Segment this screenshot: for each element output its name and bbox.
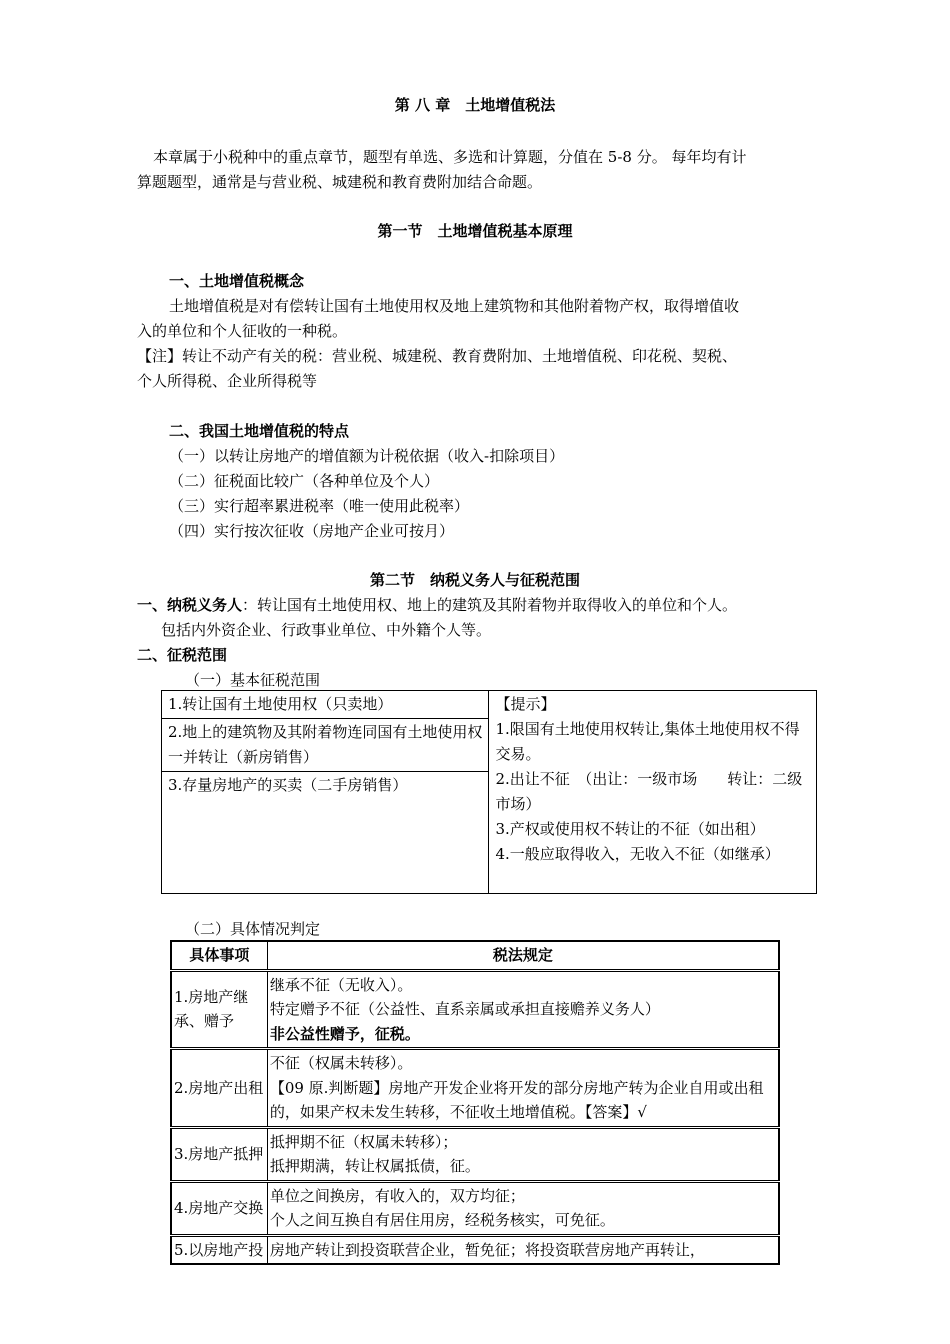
rule-line: 房地产转让到投资联营企业，暂免征；将投资联营房地产再转让， xyxy=(269,1240,705,1259)
intro-line-2: 算题题型，通常是与营业税、城建税和教育费附加结合命题。 xyxy=(137,173,543,191)
feature-item: （三）实行超率累进税率（唯一使用此税率） xyxy=(169,497,470,515)
taxpayer-line xyxy=(137,594,737,616)
column-header-rule: 税法规定 xyxy=(267,941,779,970)
table-row xyxy=(171,970,779,1049)
row-item: 2.房地产出租 xyxy=(171,1049,267,1128)
concept-text-1: 土地增值税是对有偿转让国有土地使用权及地上建筑物和其他附着物产权，取得增值收 xyxy=(169,297,740,315)
tip-item: 4.一般应取得收入，无收入不征（如继承） xyxy=(495,845,780,863)
tip-item: 3.产权或使用权不转让的不征（如出租） xyxy=(495,820,765,838)
row-rule xyxy=(267,1049,779,1128)
rule-line: 单位之间换房，有收入的，双方均征； xyxy=(269,1186,525,1205)
concept-text-2: 入的单位和个人征收的一种税。 xyxy=(137,322,348,340)
row-rule xyxy=(267,1127,779,1181)
table-row xyxy=(171,1049,779,1128)
feature-item: （二）征税面比较广（各种单位及个人） xyxy=(169,472,440,490)
taxpayer-text-2: 包括内外资企业、行政事业单位、中外籍个人等。 xyxy=(161,621,492,639)
features-heading: 二、我国土地增值税的特点 xyxy=(169,422,350,440)
rule-line-bold: 非公益性赠予，征税。 xyxy=(269,1024,420,1043)
rule-line: 抵押期满，转让权属抵债，征。 xyxy=(269,1157,480,1175)
feature-item: （一）以转让房地产的增值额为计税依据（收入-扣除项目） xyxy=(169,447,565,465)
note-line-1: 【注】转让不动产有关的税：营业税、城建税、教育费附加、土地增值税、印花税、契税、 xyxy=(137,347,738,365)
rule-line: 不征（权属未转移）。 xyxy=(269,1054,413,1072)
basic-scope-item: 3.存量房地产的买卖（二手房销售） xyxy=(162,772,489,894)
intro-line-1: 本章属于小税种中的重点章节，题型有单选、多选和计算题，分值在 5-8 分。 每年均有计 xyxy=(153,148,747,166)
rule-line: 继承不征（无收入）。 xyxy=(269,975,413,994)
basic-scope-item: 2.地上的建筑物及其附着物连同国有土地使用权一并转让（新房销售） xyxy=(162,719,489,772)
feature-item: （四）实行按次征收（房地产企业可按月） xyxy=(169,522,455,540)
section2-title: 第二节 纳税义务人与征税范围 xyxy=(369,571,580,589)
tips-cell xyxy=(489,691,817,894)
note-line-2: 个人所得税、企业所得税等 xyxy=(137,372,318,390)
row-rule xyxy=(267,970,779,1049)
concept-heading: 一、土地增值税概念 xyxy=(169,272,305,290)
row-item: 5.以房地产投 xyxy=(171,1235,267,1264)
column-header-item: 具体事项 xyxy=(171,941,267,970)
basic-scope-item: 1.转让国有土地使用权（只卖地） xyxy=(162,691,489,719)
scope-heading: 二、征税范围 xyxy=(137,646,228,664)
tip-item: 1.限国有土地使用权转让,集体土地使用权不得交易。 xyxy=(495,720,800,763)
tip-item: 2.出让不征 （出让：一级市场 转让：二级市场） xyxy=(495,770,803,813)
chapter-title: 第 八 章 土地增值税法 xyxy=(394,96,556,114)
row-item: 1.房地产继承、赠予 xyxy=(171,970,267,1049)
rule-line: 抵押期不征（权属未转移）； xyxy=(269,1132,458,1151)
table-row xyxy=(171,1127,779,1181)
section1-title: 第一节 土地增值税基本原理 xyxy=(377,222,573,240)
table-row xyxy=(171,1181,779,1235)
row-item: 4.房地产交换 xyxy=(171,1181,267,1235)
rule-line: 特定赠予不征（公益性、直系亲属或承担直接赡养义务人） xyxy=(269,1000,660,1018)
basic-scope-table xyxy=(161,690,817,894)
row-item: 3.房地产抵押 xyxy=(171,1127,267,1181)
specific-heading: （二）具体情况判定 xyxy=(185,920,321,938)
taxpayer-label: 一、纳税义务人 xyxy=(137,596,243,614)
rule-line: 【09 原.判断题】房地产开发企业将开发的部分房地产转为企业自用或出租的，如果产权未发生转移，不征收土地增值税。【答案】√ xyxy=(269,1078,764,1121)
row-rule xyxy=(267,1235,779,1264)
basic-scope-heading: （一）基本征税范围 xyxy=(185,671,321,689)
table-row xyxy=(171,1235,779,1264)
rule-line: 个人之间互换自有居住用房，经税务核实，可免征。 xyxy=(269,1211,615,1229)
tips-title: 【提示】 xyxy=(495,695,556,713)
taxpayer-text: ：转让国有土地使用权、地上的建筑及其附着物并取得收入的单位和个人。 xyxy=(242,596,738,614)
row-rule xyxy=(267,1181,779,1235)
specific-cases-table xyxy=(170,940,780,1265)
